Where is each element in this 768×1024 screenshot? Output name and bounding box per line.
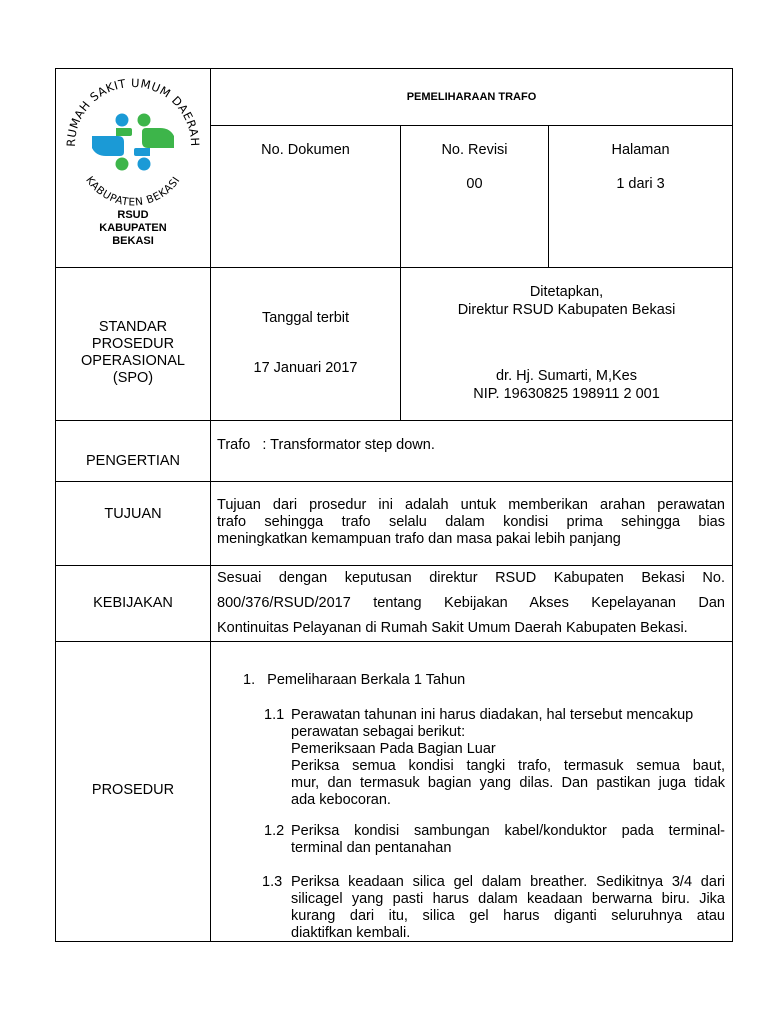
svg-text:KABUPATEN BEKASI <box>83 174 183 208</box>
signer-name: dr. Hj. Sumarti, M,Kes <box>495 368 637 384</box>
prosedur-line: kurang dari itu, silica gel harus diganti seluruhnya atau <box>291 908 725 924</box>
pengertian-text: Trafo : Transformator step down. <box>217 437 435 453</box>
prosedur-subitem-1-3-text <box>291 874 725 942</box>
spo-title-line: PROSEDUR <box>91 336 175 352</box>
prosedur-line: silicagel yang pasti harus dalam keadaan berwarna biru. Jika <box>291 891 725 907</box>
table-border-left <box>55 68 56 942</box>
tujuan-label: TUJUAN <box>104 506 162 522</box>
svg-text:RUMAH SAKIT UMUM DAERAH <box>64 76 202 147</box>
tujuan-line: Tujuan dari prosedur ini adalah untuk memberikan arahan perawatan <box>217 497 725 513</box>
logo-emblem-icon <box>92 114 174 171</box>
prosedur-line: Periksa keadaan silica gel dalam breather. Sedikitnya 3/4 dari <box>291 874 725 890</box>
row-divider <box>55 641 733 642</box>
prosedur-line: Pemeriksaan Pada Bagian Luar <box>291 741 496 757</box>
no-revisi-label: No. Revisi <box>441 142 508 158</box>
tujuan-text <box>217 497 725 548</box>
tujuan-line: meningkatkan kemampuan trafo dan masa pakai lebih panjang <box>217 531 621 547</box>
row-divider <box>210 125 733 126</box>
document-title: PEMELIHARAAN TRAFO <box>406 90 537 103</box>
tujuan-line: trafo sehingga trafo selalu dalam kondisi prima sehingga bias <box>217 514 725 530</box>
column-divider <box>210 68 211 942</box>
org-name <box>56 209 210 248</box>
row-divider <box>55 267 733 268</box>
kebijakan-text <box>217 566 725 641</box>
prosedur-subitem-1-1-number: 1.1 <box>264 707 285 723</box>
prosedur-subitem-1-3-number: 1.3 <box>262 874 283 890</box>
prosedur-subitem-1-1-text <box>291 707 725 809</box>
logo-arc-text-bottom: KABUPATEN BEKASI <box>83 174 183 209</box>
prosedur-label: PROSEDUR <box>91 782 175 798</box>
no-dokumen-label: No. Dokumen <box>261 142 350 158</box>
table-border-right <box>732 68 733 942</box>
halaman-value: 1 dari 3 <box>616 176 665 192</box>
prosedur-line: diaktifkan kembali. <box>291 925 411 941</box>
row-divider <box>55 420 733 421</box>
halaman-label: Halaman <box>611 142 670 158</box>
direktur-label: Direktur RSUD Kabupaten Bekasi <box>457 302 676 318</box>
kebijakan-line: Sesuai dengan keputusan direktur RSUD Kabupaten Bekasi No. <box>217 570 725 586</box>
spo-title-line: STANDAR <box>98 319 168 335</box>
kebijakan-label: KEBIJAKAN <box>93 595 173 611</box>
tanggal-terbit-value: 17 Januari 2017 <box>253 360 358 376</box>
prosedur-item-1: 1. Pemeliharaan Berkala 1 Tahun <box>243 672 466 688</box>
org-name-line: KABUPATEN <box>99 222 167 234</box>
row-divider <box>55 481 733 482</box>
prosedur-line: perawatan sebagai berikut: <box>291 724 466 740</box>
pengertian-label: PENGERTIAN <box>85 453 180 469</box>
kebijakan-line: Kontinuitas Pelayanan di Rumah Sakit Umum Daerah Kabupaten Bekasi. <box>217 620 688 636</box>
spo-title-line: OPERASIONAL <box>81 353 185 369</box>
hospital-logo <box>58 72 208 212</box>
ditetapkan-label: Ditetapkan, <box>529 284 604 300</box>
org-name-line: RSUD <box>117 209 149 221</box>
prosedur-line: Periksa kondisi sambungan kabel/konduktor pada terminal- <box>291 823 725 839</box>
tanggal-terbit-label: Tanggal terbit <box>261 310 350 326</box>
prosedur-line: terminal dan pentanahan <box>291 840 452 856</box>
prosedur-subitem-1-2-number: 1.2 <box>264 823 285 839</box>
prosedur-line: ada kebocoran. <box>291 792 391 808</box>
kebijakan-line: 800/376/RSUD/2017 tentang Kebijakan Akses Kepelayanan Dan <box>217 595 725 611</box>
spo-title-line: (SPO) <box>112 370 154 386</box>
org-name-line: BEKASI <box>112 235 154 247</box>
no-revisi-value: 00 <box>466 176 483 192</box>
spo-title <box>56 319 210 387</box>
prosedur-line: Periksa semua kondisi tangki trafo, termasuk semua baut, <box>291 758 725 774</box>
prosedur-line: mur, dan termasuk bagian yang dilas. Dan pastikan juga tidak <box>291 775 725 791</box>
prosedur-subitem-1-2-text <box>291 823 725 857</box>
logo-arc-text-top: RUMAH SAKIT UMUM DAERAH <box>63 75 203 148</box>
signer-nip: NIP. 19630825 198911 2 001 <box>473 386 660 402</box>
prosedur-line: Perawatan tahunan ini harus diadakan, hal tersebut mencakup <box>291 707 694 723</box>
